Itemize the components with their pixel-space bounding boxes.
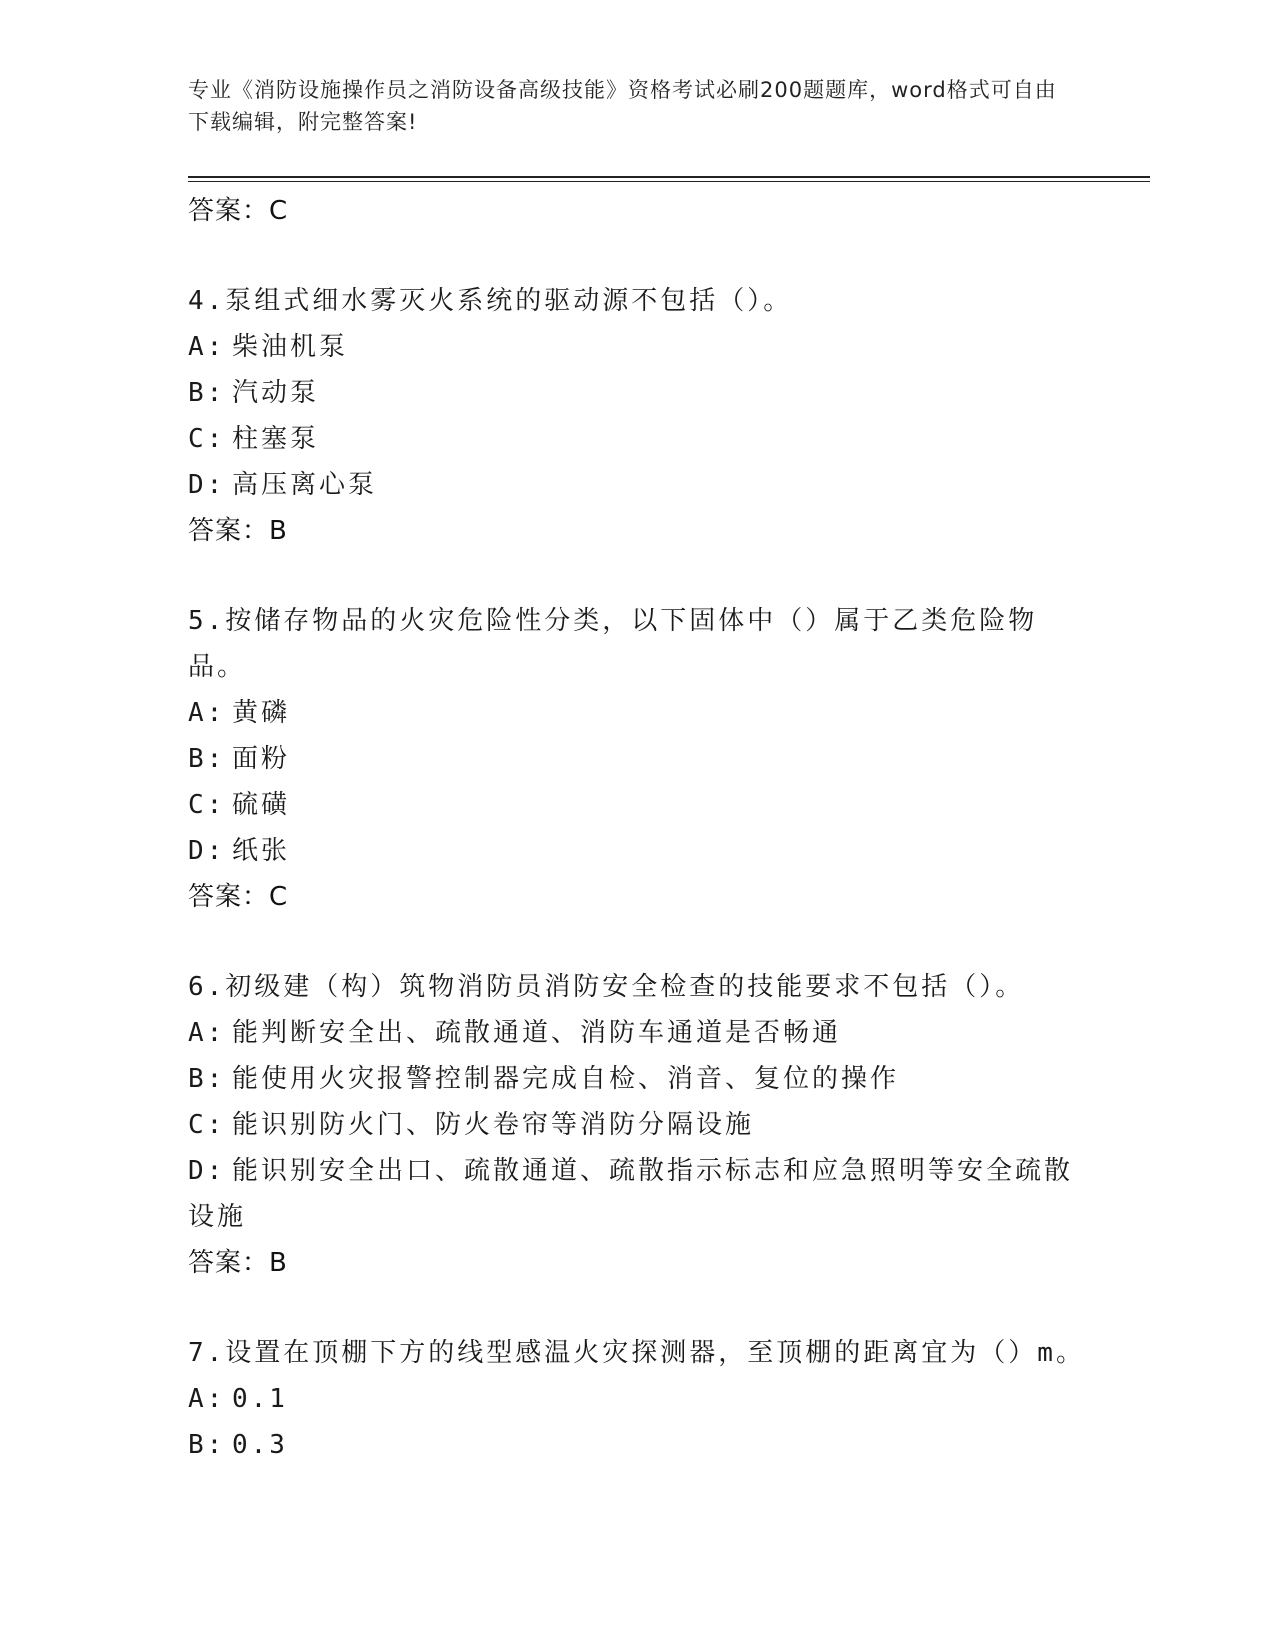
option-text: 能使用火灾报警控制器完成自检、消音、复位的操作 [232, 1064, 900, 1094]
option-label: A: [188, 1018, 226, 1048]
option-label: B: [188, 744, 226, 774]
option-label: A: [188, 332, 226, 362]
option-label: B: [188, 1064, 226, 1094]
option-text: 面粉 [232, 744, 291, 774]
option-label: D: [188, 1156, 226, 1186]
option-d [188, 828, 1088, 874]
question-text: 4.泵组式细水雾灭火系统的驱动源不包括（）。 [188, 286, 793, 316]
answer-line: 答案：C [188, 882, 289, 912]
option-label: B: [188, 378, 226, 408]
option-text: 能识别防火门、防火卷帘等消防分隔设施 [232, 1110, 755, 1140]
option-text: 柱塞泵 [232, 424, 320, 454]
header-rule [188, 176, 1150, 178]
option-text: 能判断安全出、疏散通道、消防车通道是否畅通 [232, 1018, 842, 1048]
question-list [188, 188, 1088, 1468]
option-c [188, 782, 1088, 828]
option-label: B: [188, 1430, 226, 1460]
option-label: D: [188, 836, 226, 866]
option-label: C: [188, 424, 226, 454]
option-label: A: [188, 1384, 226, 1414]
header-rule-thin [188, 181, 1150, 182]
option-c [188, 416, 1088, 462]
option-text: 能识别安全出口、疏散通道、疏散指示标志和应急照明等安全疏散设施 [188, 1156, 1074, 1232]
question-text: 7.设置在顶棚下方的线型感温火灾探测器，至顶棚的距离宜为（）m。 [188, 1338, 1085, 1368]
option-text: 高压离心泵 [232, 470, 378, 500]
option-label: D: [188, 470, 226, 500]
option-d [188, 462, 1088, 508]
option-a [188, 324, 1088, 370]
option-d [188, 1148, 1088, 1240]
option-label: C: [188, 1110, 226, 1140]
option-a [188, 1010, 1088, 1056]
option-text: 汽动泵 [232, 378, 320, 408]
option-label: A: [188, 698, 226, 728]
option-b [188, 1422, 1088, 1468]
option-b [188, 736, 1088, 782]
option-text: 硫磺 [232, 790, 291, 820]
option-text: 柴油机泵 [232, 332, 349, 362]
option-b [188, 1056, 1088, 1102]
option-text: 纸张 [232, 836, 291, 866]
option-b [188, 370, 1088, 416]
answer-line: 答案：B [188, 516, 288, 546]
question-text: 5.按储存物品的火灾危险性分类，以下固体中（）属于乙类危险物品。 [188, 606, 1038, 682]
option-a [188, 1376, 1088, 1422]
answer-line: 答案：B [188, 1248, 288, 1278]
option-label: C: [188, 790, 226, 820]
question-text: 6.初级建（构）筑物消防员消防安全检查的技能要求不包括（）。 [188, 972, 1025, 1002]
option-c [188, 1102, 1088, 1148]
document-header: 专业《消防设施操作员之消防设备高级技能》资格考试必刷200题题库，word格式可自由下载编辑，附完整答案! [188, 78, 1057, 134]
option-text: 0.3 [232, 1430, 288, 1460]
option-text: 黄磷 [232, 698, 291, 728]
option-a [188, 690, 1088, 736]
option-text: 0.1 [232, 1384, 288, 1414]
answer-line: 答案：C [188, 196, 289, 226]
